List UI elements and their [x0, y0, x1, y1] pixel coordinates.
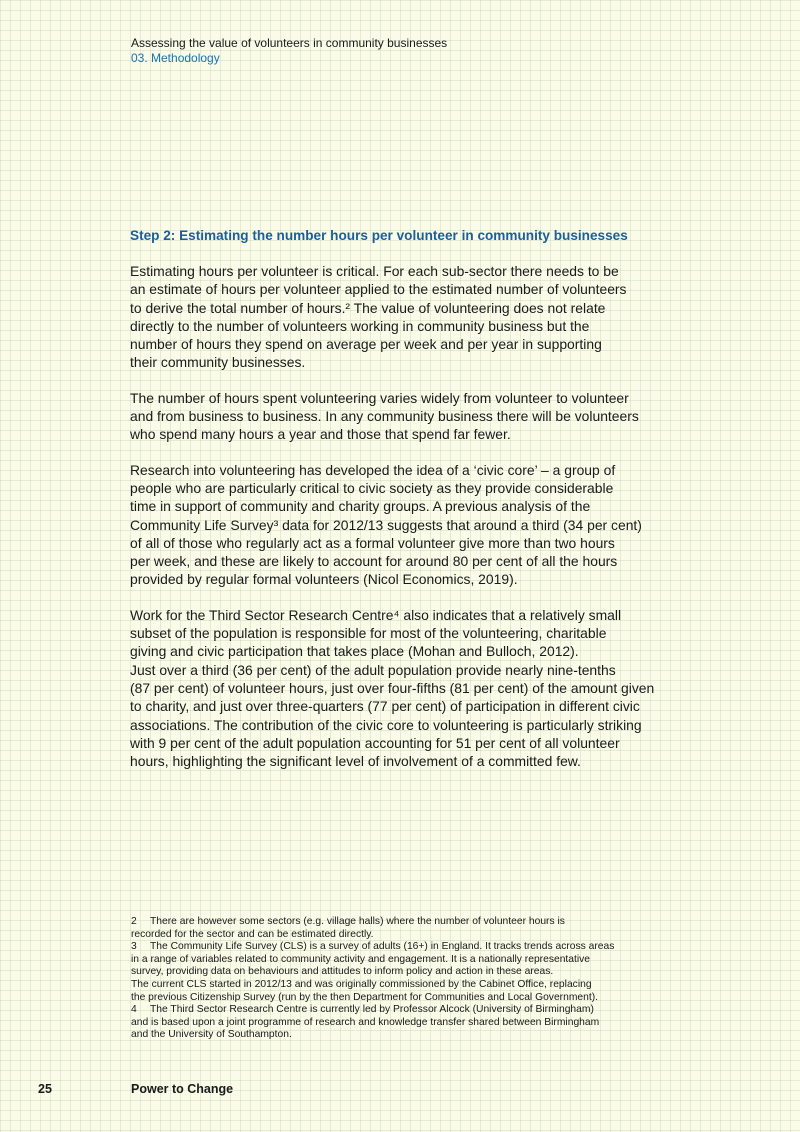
footnote-line: [131, 941, 671, 954]
paragraph: [130, 461, 675, 589]
footnote-text: The Third Sector Research Centre is currently led by Professor Alcock (University of Birmingham): [150, 1004, 594, 1016]
footnote-text: The Community Life Survey (CLS) is a survey of adults (16+) in England. It tracks trends across areas: [150, 941, 615, 953]
footnote-line: the previous Citizenship Survey (run by the then Department for Communities and Local Government).: [131, 991, 599, 1003]
footnote-line: survey, providing data on behaviours and attitudes to inform policy and action in these areas.: [131, 966, 554, 978]
paragraph: [130, 262, 675, 372]
text-line: The number of hours spent volunteering varies widely from volunteer to volunteer: [130, 389, 629, 406]
footnote-line: [131, 1004, 671, 1017]
footnote-line: The current CLS started in 2012/13 and was originally commissioned by the Cabinet Office, replacing: [131, 978, 592, 990]
footnote-line: recorded for the sector and can be estimated directly.: [131, 928, 374, 940]
text-line: associations. The contribution of the civic core to volunteering is particularly striking: [130, 716, 642, 733]
text-line: (87 per cent) of volunteer hours, just over four-fifths (81 per cent) of the amount given: [130, 679, 655, 696]
text-line: their community businesses.: [130, 354, 306, 371]
page-number: 25: [38, 1082, 52, 1096]
text-line: provided by regular formal volunteers (Nicol Economics, 2019).: [130, 571, 518, 588]
text-line: number of hours they spend on average per week and per year in supporting: [130, 336, 602, 353]
footnote-line: in a range of variables related to community activity and engagement. It is a nationally representative: [131, 953, 591, 965]
text-line: Estimating hours per volunteer is critical. For each sub-sector there needs to be: [130, 263, 619, 279]
text-line: people who are particularly critical to civic society as they provide considerable: [130, 479, 614, 496]
running-header: [131, 36, 447, 66]
text-line: hours, highlighting the significant level of involvement of a committed few.: [130, 753, 581, 770]
text-line: Work for the Third Sector Research Centre⁴ also indicates that a relatively small: [130, 606, 622, 623]
footnote-number: 3: [131, 941, 137, 953]
footnote-number: 4: [131, 1004, 137, 1016]
footnote-number: 2: [131, 916, 137, 927]
footnote-line: and the University of Southampton.: [131, 1029, 292, 1041]
text-line: of all of those who regularly act as a formal volunteer give more than two hours: [130, 534, 615, 551]
footer-organization: Power to Change: [131, 1082, 234, 1096]
text-line: giving and civic participation that takes place (Mohan and Bulloch, 2012).: [130, 643, 579, 660]
text-line: with 9 per cent of the adult population accounting for 51 per cent of all volunteer: [130, 734, 620, 751]
paragraph: [130, 389, 675, 444]
text-line: time in support of community and charity groups. A previous analysis of the: [130, 498, 591, 515]
footnotes: [131, 916, 671, 1042]
text-line: Just over a third (36 per cent) of the adult population provide nearly nine-tenths: [130, 661, 616, 678]
footnote-line: and is based upon a joint programme of research and knowledge transfer shared between Birmingham: [131, 1016, 600, 1028]
text-line: per week, and these are likely to account for around 80 per cent of all the hours: [130, 553, 618, 570]
document-title: Assessing the value of volunteers in community businesses: [131, 36, 448, 50]
text-line: to derive the total number of hours.² The value of volunteering does not relate: [130, 299, 606, 316]
text-line: and from business to business. In any community business there will be volunteers: [130, 408, 639, 425]
text-line: to charity, and just over three-quarters (77 per cent) of participation in different civic: [130, 698, 640, 715]
text-line: an estimate of hours per volunteer applied to the estimated number of volunteers: [130, 281, 627, 298]
paragraph: [130, 606, 675, 771]
text-line: subset of the population is responsible for most of the volunteering, charitable: [130, 625, 607, 642]
footnote-text: There are however some sectors (e.g. village halls) where the number of volunteer hours is: [150, 916, 565, 927]
footnote-line: [131, 916, 671, 929]
text-line: Community Life Survey³ data for 2012/13 suggests that around a third (34 per cent): [130, 516, 642, 533]
text-line: Research into volunteering has developed the idea of a ‘civic core’ – a group of: [130, 461, 616, 478]
text-line: who spend many hours a year and those that spend far fewer.: [130, 426, 511, 443]
text-line: directly to the number of volunteers working in community business but the: [130, 317, 590, 334]
main-content: [130, 226, 675, 787]
section-title: 03. Methodology: [131, 51, 220, 65]
step-heading: Step 2: Estimating the number hours per volunteer in community businesses: [130, 228, 628, 243]
